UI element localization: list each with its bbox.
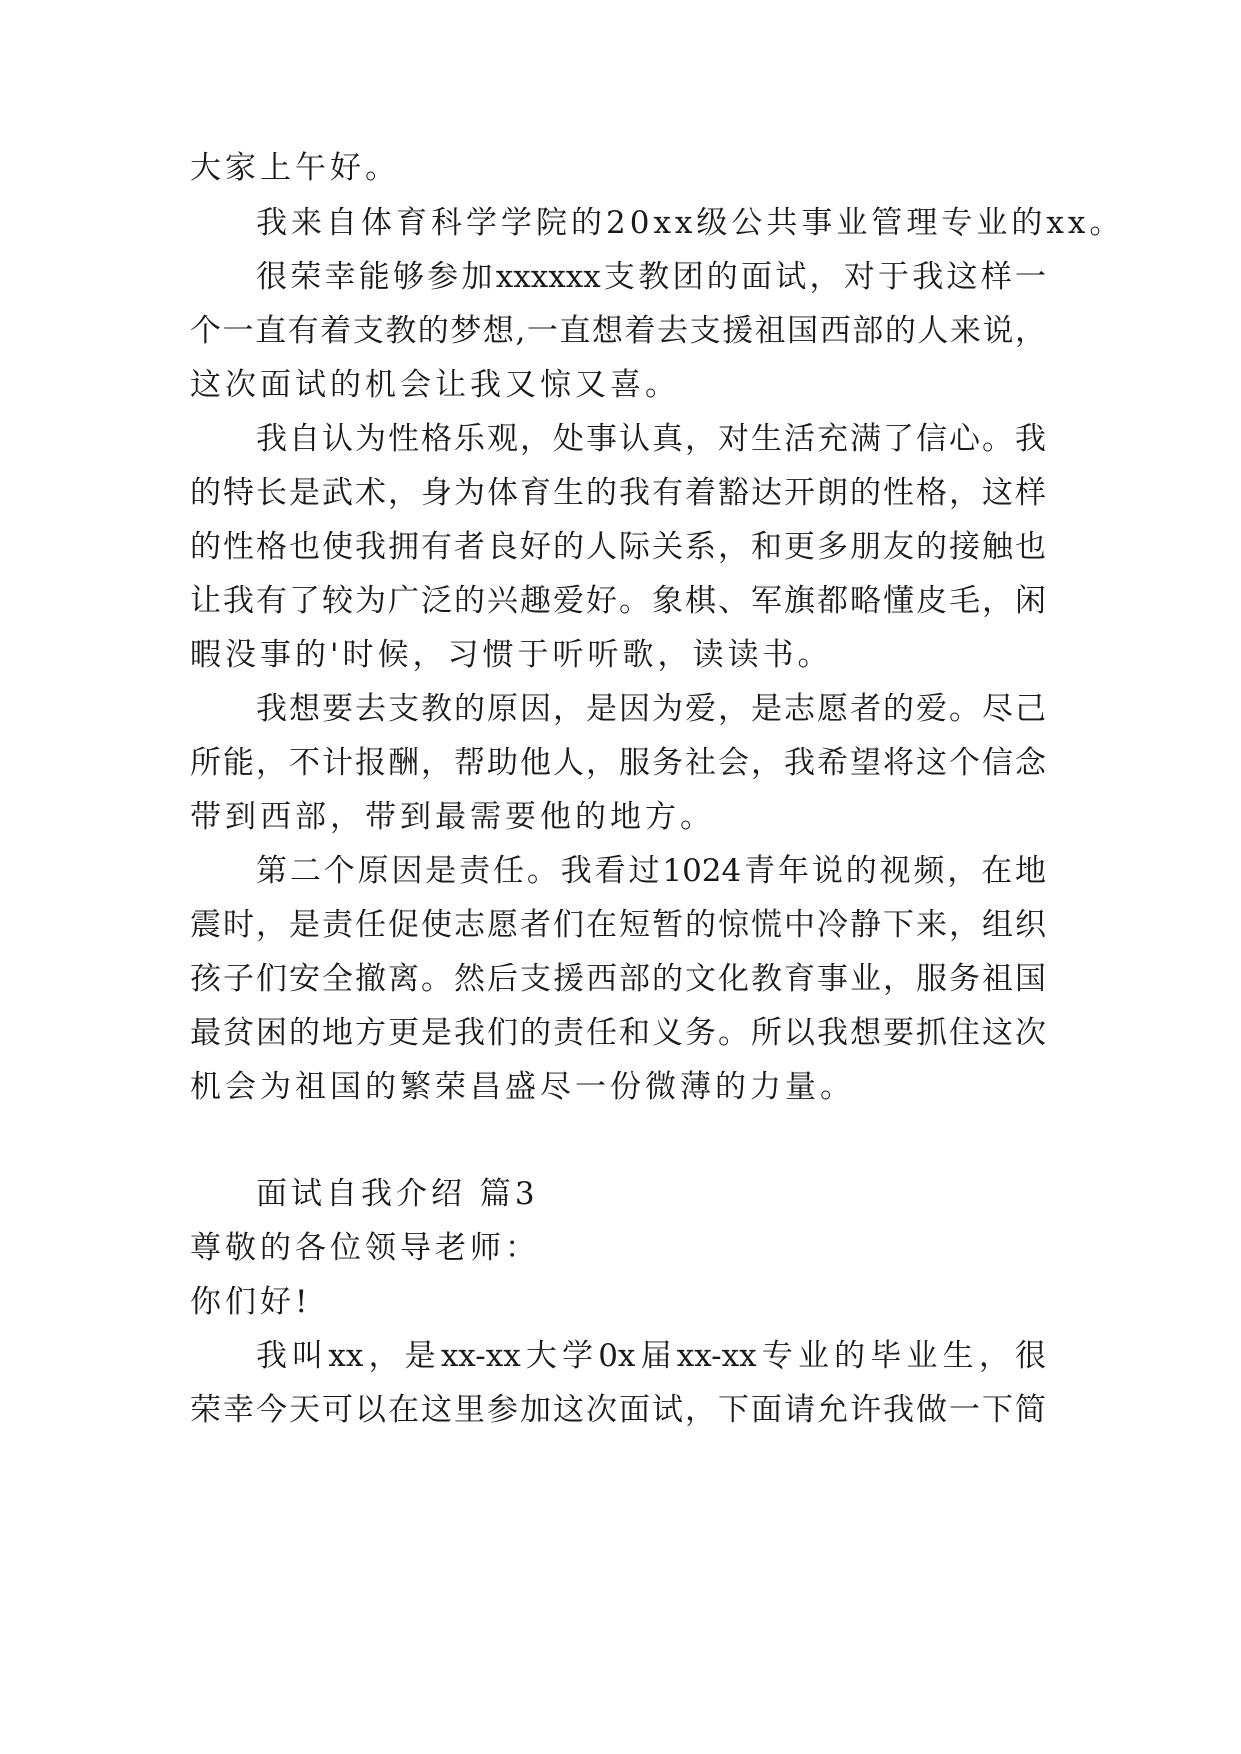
- text-line: 这次面试的机会让我又惊又喜。: [190, 367, 680, 403]
- greeting: 你们好!: [190, 1284, 312, 1320]
- text-line: 所能，不计报酬，帮助他人，服务社会，我希望将这个信念: [190, 745, 1046, 781]
- text-line: 第二个原因是责任。我看过1024青年说的视频，在地: [256, 853, 1046, 889]
- text-line: 让我有了较为广泛的兴趣爱好。象棋、军旗都略懂皮毛，闲: [190, 583, 1046, 619]
- text-line: 机会为祖国的繁荣昌盛尽一份微薄的力量。: [190, 1069, 855, 1105]
- text-line: 的性格也使我拥有者良好的人际关系，和更多朋友的接触也: [190, 529, 1046, 565]
- text-line: 暇没事的'时候，习惯于听听歌，读读书。: [190, 637, 833, 673]
- text-line: 我来自体育科学学院的20xx级公共事业管理专业的xx。: [256, 205, 1125, 241]
- salutation: 尊敬的各位领导老师：: [190, 1230, 540, 1266]
- text-line: 我叫xx，是xx-xx大学0x届xx-xx专业的毕业生，很: [256, 1338, 1046, 1374]
- text-line: 的特长是武术，身为体育生的我有着豁达开朗的性格，这样: [190, 475, 1046, 511]
- text-line: 孩子们安全撤离。然后支援西部的文化教育事业，服务祖国: [190, 961, 1046, 997]
- section-heading: 面试自我介绍 篇3: [256, 1176, 539, 1212]
- text-line: 荣幸今天可以在这里参加这次面试，下面请允许我做一下简: [190, 1392, 1046, 1428]
- text-line: 带到西部，带到最需要他的地方。: [190, 799, 715, 835]
- text-line: 震时，是责任促使志愿者们在短暂的惊慌中冷静下来，组织: [190, 907, 1046, 943]
- text-line: 大家上午好。: [190, 150, 400, 186]
- text-line: 我想要去支教的原因，是因为爱，是志愿者的爱。尽己: [256, 691, 1046, 727]
- text-line: 很荣幸能够参加xxxxxx支教团的面试，对于我这样一: [256, 259, 1046, 295]
- text-line: 我自认为性格乐观，处事认真，对生活充满了信心。我: [256, 421, 1046, 457]
- text-line: 个一直有着支教的梦想,一直想着去支援祖国西部的人来说，: [190, 313, 1046, 349]
- text-line: 最贫困的地方更是我们的责任和义务。所以我想要抓住这次: [190, 1015, 1046, 1051]
